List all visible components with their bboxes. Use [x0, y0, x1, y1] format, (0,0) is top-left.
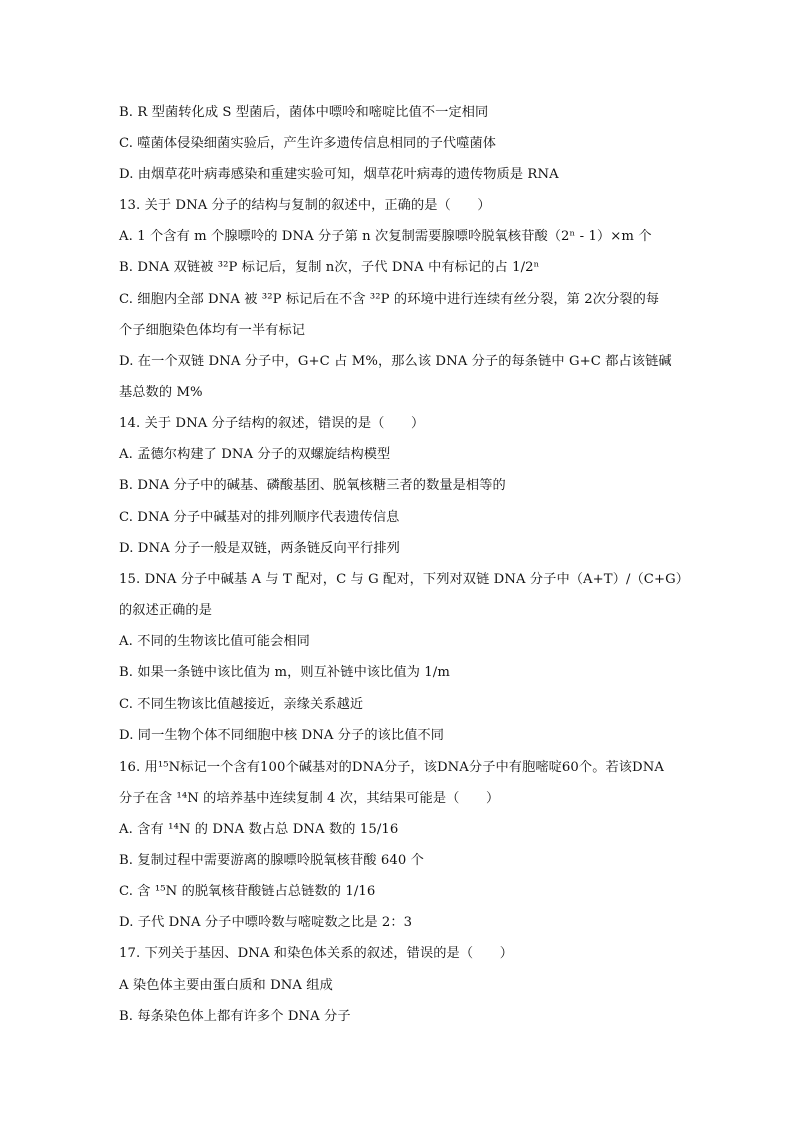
option-13b: B. DNA 双链被 ³²P 标记后，复制 n次，子代 DNA 中有标记的占 1/2ⁿ: [119, 260, 540, 275]
question-17-stem: 17. 下列关于基因、DNA 和染色体关系的叙述，错误的是（ ）: [119, 946, 513, 961]
option-16d: D. 子代 DNA 分子中嘌呤数与嘧啶数之比是 2：3: [119, 915, 413, 930]
question-16-stem-line1: 16. 用¹⁵N标记一个含有100个碱基对的DNA分子，该DNA分子中有胞嘧啶60个。若该DNA: [119, 760, 664, 775]
option-12d: D. 由烟草花叶病毒感染和重建实验可知，烟草花叶病毒的遗传物质是 RNA: [119, 167, 559, 182]
option-15b: B. 如果一条链中该比值为 m，则互补链中该比值为 1/m: [119, 665, 450, 680]
option-16b: B. 复制过程中需要游离的腺嘌呤脱氧核苷酸 640 个: [119, 853, 424, 868]
question-16-stem-line2: 分子在含 ¹⁴N 的培养基中连续复制 4 次，其结果可能是（ ）: [119, 791, 500, 806]
option-13c-line2: 个子细胞染色体均有一半有标记: [119, 323, 306, 338]
option-17a: A 染色体主要由蛋白质和 DNA 组成: [119, 978, 333, 993]
option-13a: A. 1 个含有 m 个腺嘌呤的 DNA 分子第 n 次复制需要腺嘌呤脱氧核苷酸（2ⁿ - 1）×m 个: [119, 229, 652, 244]
option-15d: D. 同一生物个体不同细胞中核 DNA 分子的该比值不同: [119, 728, 445, 743]
option-13c-line1: C. 细胞内全部 DNA 被 ³²P 标记后在不含 ³²P 的环境中进行连续有丝分裂，第 2次分裂的每: [119, 292, 660, 307]
option-16c: C. 含 ¹⁵N 的脱氧核苷酸链占总链数的 1/16: [119, 884, 376, 899]
question-14-stem: 14. 关于 DNA 分子结构的叙述，错误的是（ ）: [119, 416, 425, 431]
option-15c: C. 不同生物该比值越接近，亲缘关系越近: [119, 697, 364, 712]
option-15a: A. 不同的生物该比值可能会相同: [119, 634, 310, 649]
question-15-stem-line1: 15. DNA 分子中碱基 A 与 T 配对，C 与 G 配对，下列对双链 DNA 分子中（A+T）/（C+G）: [119, 572, 690, 587]
option-12c: C. 噬菌体侵染细菌实验后，产生许多遗传信息相同的子代噬菌体: [119, 136, 497, 151]
option-12b: B. R 型菌转化成 S 型菌后，菌体中嘌呤和嘧啶比值不一定相同: [119, 105, 489, 120]
question-13-stem: 13. 关于 DNA 分子的结构与复制的叙述中，正确的是（ ）: [119, 198, 491, 213]
option-17b: B. 每条染色体上都有许多个 DNA 分子: [119, 1009, 351, 1024]
option-13d-line1: D. 在一个双链 DNA 分子中，G+C 占 M%，那么该 DNA 分子的每条链中 G+C 都占该链碱: [119, 354, 672, 369]
option-14d: D. DNA 分子一般是双链，两条链反向平行排列: [119, 541, 400, 556]
option-13d-line2: 基总数的 M%: [119, 385, 203, 400]
question-15-stem-line2: 的叙述正确的是: [119, 603, 213, 618]
option-14b: B. DNA 分子中的碱基、磷酸基团、脱氧核糖三者的数量是相等的: [119, 478, 506, 493]
option-14a: A. 孟德尔构建了 DNA 分子的双螺旋结构模型: [119, 447, 391, 462]
option-14c: C. DNA 分子中碱基对的排列顺序代表遗传信息: [119, 510, 400, 525]
option-16a: A. 含有 ¹⁴N 的 DNA 数占总 DNA 数的 15/16: [119, 822, 399, 837]
